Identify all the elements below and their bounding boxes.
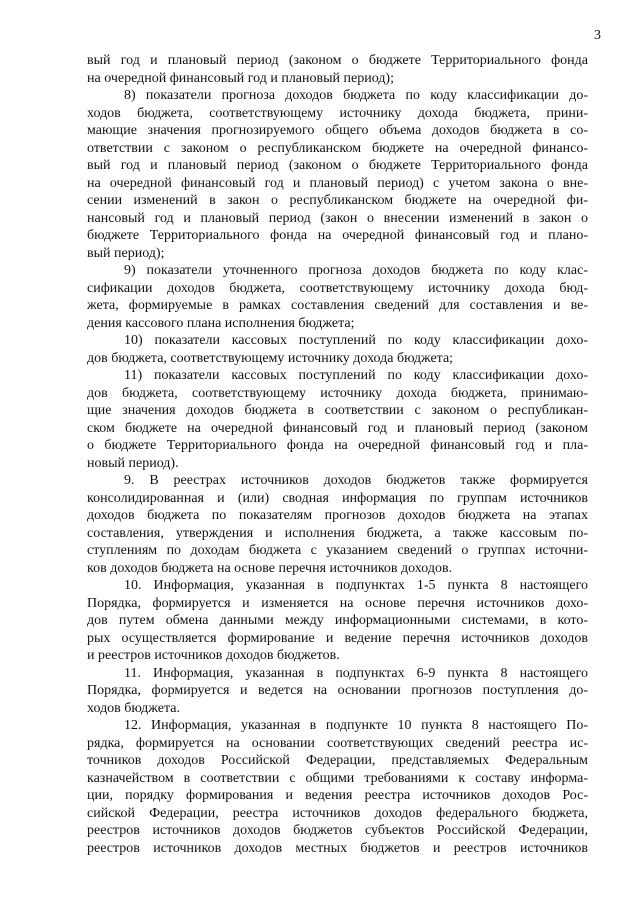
text-line: бюджете Территориального фонда на очередной финансовый год и плано- bbox=[87, 228, 588, 243]
text-line: сийской Федерации, реестра источников доходов федерального бюджета, bbox=[87, 805, 588, 821]
text-line: ходов бюджета. bbox=[87, 700, 180, 716]
text-line: рядка, формируется на основании соответствующих сведений реестра ис- bbox=[87, 735, 588, 751]
document-body bbox=[87, 52, 588, 857]
text-line: 8) показатели прогноза доходов бюджета по коду классификации до- bbox=[124, 88, 588, 103]
text-line: Порядка, формируется и ведется на основании прогнозов поступления до- bbox=[87, 683, 588, 698]
text-line: ходов бюджета, соответствующему источнику дохода бюджета, прини- bbox=[87, 105, 588, 121]
text-line: на очередной финансовый год и плановый период) с учетом закона о вне- bbox=[87, 175, 588, 191]
text-line: щие значения доходов бюджета в соответствии с законом о республикан- bbox=[87, 403, 588, 418]
text-line: ступлениям по доходам бюджета с указанием сведений о группах источни- bbox=[87, 543, 588, 558]
text-line: мающие значения прогнозируемого общего объема доходов бюджета в со- bbox=[87, 123, 588, 138]
text-line: жета, формируемые в рамках составления сведений для составления и ве- bbox=[87, 298, 588, 313]
text-line: дов бюджета, соответствующему источнику дохода бюджета; bbox=[87, 350, 454, 366]
text-line: 9. В реестрах источников доходов бюджетов также формируется bbox=[124, 473, 588, 488]
text-line: дов путем обмена данными между информационными системами, в кото- bbox=[87, 613, 588, 628]
text-line: сении изменений в закон о республиканском бюджете на очередной фи- bbox=[87, 193, 588, 208]
text-line: вый год и плановый период (законом о бюджете Территориального фонда bbox=[87, 158, 588, 173]
text-line: дов бюджета, соответствующему источнику дохода бюджета, принимаю- bbox=[87, 385, 588, 401]
text-line: 11. Информация, указанная в подпунктах 6-9 пункта 8 настоящего bbox=[124, 665, 588, 681]
text-line: вый период); bbox=[87, 245, 165, 261]
text-line: на очередной финансовый год и плановый период); bbox=[87, 70, 394, 86]
text-line: новый период). bbox=[87, 455, 179, 471]
text-line: сификации доходов бюджета, соответствующему источнику дохода бюд- bbox=[87, 280, 588, 296]
text-line: точников доходов Российской Федерации, представляемых Федеральным bbox=[87, 753, 588, 768]
text-line: 12. Информация, указанная в подпункте 10 пункта 8 настоящего По- bbox=[124, 718, 588, 733]
text-line: ции, порядку формирования и ведения реестра источников доходов Рос- bbox=[87, 788, 588, 803]
text-line: консолидированная и (или) сводная информация по группам источников bbox=[87, 490, 588, 506]
text-line: ском бюджете на очередной финансовый год и плановый период (законом bbox=[87, 420, 588, 436]
text-line: доходов бюджета по показателям прогнозов доходов бюджета на этапах bbox=[87, 508, 588, 523]
text-line: ков доходов бюджета на основе перечня источников доходов. bbox=[87, 560, 453, 576]
page-number: 3 bbox=[594, 28, 601, 43]
text-line: и реестров источников доходов бюджетов. bbox=[87, 648, 340, 663]
text-line: реестров источников доходов местных бюджетов и реестров источников bbox=[87, 840, 588, 856]
text-line: 10) показатели кассовых поступлений по коду классификации дохо- bbox=[124, 333, 588, 348]
text-line: вый год и плановый период (законом о бюджете Территориального фонда bbox=[87, 53, 588, 68]
text-line: рых осуществляется формирование и ведение перечня источников доходов bbox=[87, 630, 588, 646]
text-line: Порядка, формируется и изменяется на основе перечня источников дохо- bbox=[87, 595, 588, 611]
text-line: 10. Информация, указанная в подпунктах 1-5 пункта 8 настоящего bbox=[124, 578, 588, 593]
text-line: составления, утверждения и исполнения бюджета, а также кассовым по- bbox=[87, 525, 588, 541]
text-line: казначейством в соответствии с общими требованиями к составу информа- bbox=[87, 770, 588, 786]
text-line: реестров источников доходов бюджетов субъектов Российской Федерации, bbox=[87, 823, 588, 838]
text-line: 9) показатели уточненного прогноза доходов бюджета по коду клас- bbox=[124, 263, 588, 278]
text-line: нансовый год и плановый период (закон о внесении изменений в закон о bbox=[87, 210, 588, 226]
text-line: ответствии с законом о республиканском бюджете на очередной финансо- bbox=[87, 140, 588, 156]
text-line: 11) показатели кассовых поступлений по коду классификации дохо- bbox=[124, 368, 588, 383]
text-line: о бюджете Территориального фонда на очередной финансовый год и пла- bbox=[87, 438, 588, 453]
text-line: дения кассового плана исполнения бюджета; bbox=[87, 315, 355, 331]
